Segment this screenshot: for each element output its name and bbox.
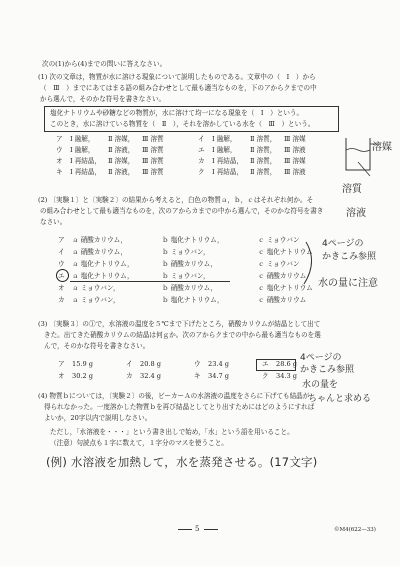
choice-value: 34.3 g: [276, 372, 297, 380]
q3-note-1: 4ページの: [300, 353, 342, 363]
q4-text-4: ただし，「水溶液を・・・」という書き出しで始め，「水」という語を用いること。: [50, 428, 294, 436]
page-number: 5: [195, 525, 200, 533]
choice-c: ｃ 塩化ナトリウム: [258, 284, 313, 292]
q4-text-5: （注意）句読点も１字に数えて，１字分のマスを使うこと。: [50, 439, 228, 447]
choice-b: ｂ 塩化ナトリウム，: [162, 296, 224, 304]
q2-text-1: (2) 〔実験１〕と〔実験２〕の結果から考えると，白色の物質ａ，ｂ，ｃはそれぞれ何か。そ: [38, 196, 314, 204]
choice-letter: ウ: [58, 260, 65, 268]
intro-text: 次の(1)から(4)までの問いに答えなさい。: [42, 60, 167, 68]
choice-b: ｂ 塩化ナトリウム，: [162, 236, 224, 244]
choice-a: ａ 塩化ナトリウム，: [72, 272, 134, 280]
choice-letter: オ: [58, 372, 65, 380]
choice-a: ａ ミョウバン，: [72, 284, 120, 292]
choice-value: 23.4 g: [208, 360, 229, 368]
choice-letter: カ: [198, 157, 205, 165]
q1-note-solute: 溶質: [342, 184, 362, 195]
choice-c: ｃ 塩化ナトリウム: [258, 248, 313, 256]
choice-part-3: Ⅲ 溶質: [142, 135, 164, 143]
choice-letter: エ: [58, 272, 65, 280]
choice-letter: オ: [56, 157, 63, 165]
choice-part-3: Ⅲ 溶質: [142, 168, 164, 176]
footer-rule-right: [204, 529, 218, 530]
q3-note-4: ちゃんと求める: [308, 394, 372, 404]
q3-note-3: 水の量を: [302, 380, 339, 390]
q1-text-3: から選んで，そのかな符号を書きなさい。: [40, 95, 166, 103]
choice-part-1: Ⅰ 再結晶，: [212, 168, 244, 176]
q2-text-3: なさい。: [40, 218, 67, 226]
choice-c: ｃ ミョウバン: [258, 236, 300, 244]
choice-letter: カ: [58, 296, 65, 304]
q3-answer-box: [256, 359, 296, 371]
choice-value: 34.7 g: [208, 372, 229, 380]
choice-c: ｃ ミョウバン: [258, 260, 300, 268]
choice-letter: イ: [58, 248, 65, 256]
q1-box-line-1: 塩化ナトリウムや砂糖などの物質が，水に溶けて均一になる現象を（ Ⅰ ）という。: [50, 109, 304, 117]
q4-text-3: よいか，20字以内で説明しなさい。: [44, 414, 152, 422]
choice-letter: キ: [56, 168, 63, 176]
choice-letter: ク: [262, 372, 269, 380]
choice-part-3: Ⅲ 溶液: [284, 146, 306, 154]
choice-letter: ア: [58, 236, 65, 244]
choice-letter: カ: [126, 372, 133, 380]
choice-part-1: Ⅰ 融解，: [212, 146, 237, 154]
choice-part-3: Ⅲ 溶質: [142, 146, 164, 154]
choice-letter: ア: [56, 135, 63, 143]
q1-text-2: （ Ⅲ ）までにあてはまる語の組み合わせとして最も適当なものを，下のアからクまでの中: [40, 84, 317, 92]
q2-note-2: かきこみ参照: [322, 252, 377, 262]
choice-a: ａ 硝酸カリウム，: [72, 236, 127, 244]
choice-part-3: Ⅲ 溶質: [142, 157, 164, 165]
choice-letter: エ: [198, 146, 205, 154]
doc-code: ©M4(622—33): [334, 527, 376, 533]
q1-note-solvent: 溶媒: [372, 142, 392, 153]
choice-value: 32.4 g: [140, 372, 161, 380]
choice-value: 15.9 g: [72, 360, 93, 368]
q3-note-2: かきこみ参照: [300, 365, 355, 375]
choice-b: ｂ 硝酸カリウム，: [162, 260, 217, 268]
q3-text-1: (3) 〔実験３〕の①で，水溶液の温度を５℃まで下げたところ，硝酸カリウムが結晶として出て: [38, 320, 321, 328]
choice-part-3: Ⅲ 溶媒: [284, 135, 306, 143]
choice-part-1: Ⅰ 融解，: [212, 135, 237, 143]
choice-value: 20.8 g: [140, 360, 161, 368]
choice-part-1: Ⅰ 再結晶，: [70, 168, 102, 176]
q1-box-line-2: このとき，水に溶けている物質を（ Ⅱ ），それを溶かしている水を（ Ⅲ ）という。: [50, 120, 315, 128]
choice-letter: ク: [198, 168, 205, 176]
choice-letter: エ: [262, 360, 269, 368]
footer-rule-left: [178, 529, 192, 530]
choice-c: ｃ 硝酸カリウム: [258, 296, 307, 304]
q1-text-1: (1) 次の文章は，物質が水に溶ける現象について説明したものである。文章中の（ Ⅰ ）から: [38, 73, 316, 81]
choice-a: ａ 硝酸カリウム，: [72, 248, 127, 256]
choice-value: 30.2 g: [72, 372, 93, 380]
choice-value: 28.6 g: [276, 360, 297, 368]
choice-part-2: Ⅱ 溶液，: [108, 146, 135, 154]
choice-part-1: Ⅰ 再結晶，: [70, 157, 102, 165]
q3-text-2: きた。出てきた硝酸カリウムの結晶は何ｇか。次のアからクまでの中から最も適当なものを選: [44, 331, 321, 339]
choice-part-2: Ⅱ 溶質，: [250, 168, 277, 176]
choice-part-1: Ⅰ 融解，: [70, 135, 95, 143]
q2-answer-underline: [70, 281, 230, 282]
q2-note-3: 水の量に注意: [318, 278, 378, 289]
choice-letter: オ: [58, 284, 65, 292]
choice-letter: ウ: [56, 146, 63, 154]
choice-a: ａ ミョウバン，: [72, 296, 120, 304]
choice-a: ａ 塩化ナトリウム，: [72, 260, 134, 268]
q1-note-solution: 溶液: [346, 208, 366, 219]
q4-text-2: 得られなかった。一度溶かした物質ｂを再び結晶としてとり出すためにはどのようにすれば: [44, 403, 315, 411]
choice-letter: イ: [126, 360, 133, 368]
choice-part-2: Ⅱ 溶質，: [250, 146, 277, 154]
choice-b: ｂ ミョウバン，: [162, 248, 210, 256]
choice-part-3: Ⅲ 溶液: [284, 168, 306, 176]
choice-part-2: Ⅱ 溶媒，: [108, 135, 135, 143]
choice-part-1: Ⅰ 再結晶，: [212, 157, 244, 165]
choice-letter: ウ: [194, 360, 201, 368]
q2-text-2: の組み合わせとして最も適当なものを，次のアからカまでの中から選んで，そのかな符号を書き: [40, 207, 324, 215]
choice-part-2: Ⅱ 溶質，: [250, 135, 277, 143]
choice-b: ｂ ミョウバン，: [162, 272, 210, 280]
q3-text-3: んで，そのかな符号を書きなさい。: [44, 342, 150, 350]
choice-letter: イ: [198, 135, 205, 143]
q4-text-1: (4) 物質ｂについては，〔実験２〕の後，ビーカーＡの水溶液の温度をさらに下げても結晶が: [38, 392, 310, 400]
choice-part-1: Ⅰ 融解，: [70, 146, 95, 154]
choice-b: ｂ 硝酸カリウム，: [162, 284, 217, 292]
choice-letter: ア: [58, 360, 65, 368]
q2-note-1: 4ページの: [322, 239, 364, 249]
q4-handwritten-answer: (例) 水溶液を加熱して，水を蒸発させる。(17文字): [46, 455, 318, 469]
choice-part-2: Ⅱ 溶質，: [250, 157, 277, 165]
choice-letter: キ: [194, 372, 201, 380]
choice-part-2: Ⅱ 溶液，: [108, 168, 135, 176]
choice-c: ｃ 硝酸カリウム: [258, 272, 307, 280]
choice-part-3: Ⅲ 溶媒: [284, 157, 306, 165]
q2-answer-circle: [56, 269, 69, 282]
choice-part-2: Ⅱ 溶媒，: [108, 157, 135, 165]
